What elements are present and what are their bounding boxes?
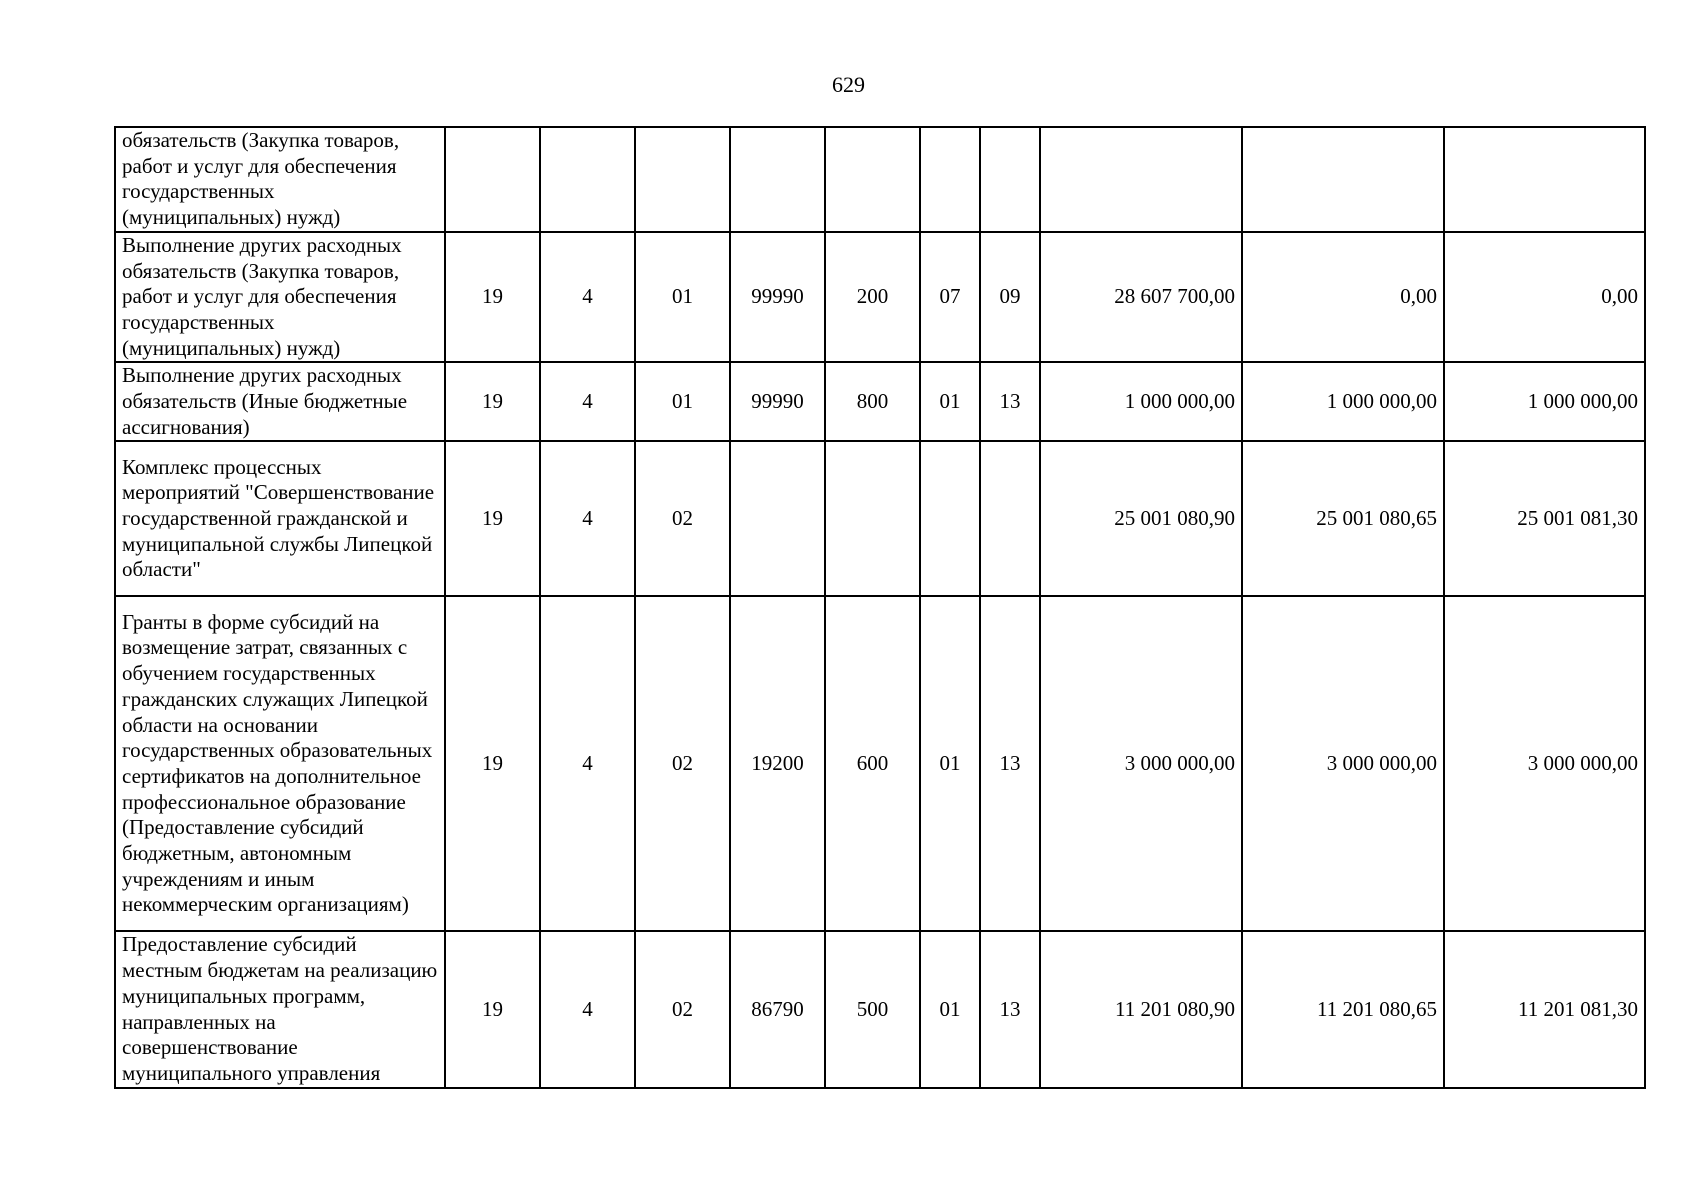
amount-year-3: 1 000 000,00 [1444, 362, 1645, 441]
subsection-code [980, 441, 1040, 596]
table-row [115, 362, 1645, 441]
program-code: 19 [445, 232, 540, 363]
subsection-code: 13 [980, 596, 1040, 931]
structural-element-code: 02 [635, 441, 730, 596]
program-code: 19 [445, 596, 540, 931]
amount-year-2: 25 001 080,65 [1242, 441, 1444, 596]
amount-year-2 [1242, 127, 1444, 232]
direction-code: 19200 [730, 596, 825, 931]
amount-year-2: 0,00 [1242, 232, 1444, 363]
amount-year-3: 0,00 [1444, 232, 1645, 363]
structural-element-code: 01 [635, 362, 730, 441]
section-code: 01 [920, 931, 980, 1087]
structural-element-code: 01 [635, 232, 730, 363]
direction-code [730, 127, 825, 232]
amount-year-1: 25 001 080,90 [1040, 441, 1242, 596]
program-code: 19 [445, 441, 540, 596]
direction-code: 99990 [730, 362, 825, 441]
amount-year-2: 1 000 000,00 [1242, 362, 1444, 441]
subprogram-type-code: 4 [540, 596, 635, 931]
program-code: 19 [445, 362, 540, 441]
subprogram-type-code: 4 [540, 362, 635, 441]
expense-type-code [825, 441, 920, 596]
expense-type-code: 800 [825, 362, 920, 441]
section-code [920, 127, 980, 232]
subprogram-type-code: 4 [540, 232, 635, 363]
amount-year-1: 11 201 080,90 [1040, 931, 1242, 1087]
amount-year-3: 25 001 081,30 [1444, 441, 1645, 596]
expense-name: Комплекс процессных мероприятий "Совершенствование государственной гражданской и муниципальной службы Липецкой области" [115, 441, 445, 596]
amount-year-1: 3 000 000,00 [1040, 596, 1242, 931]
subprogram-type-code [540, 127, 635, 232]
expense-type-code: 600 [825, 596, 920, 931]
table-row [115, 232, 1645, 363]
amount-year-3: 3 000 000,00 [1444, 596, 1645, 931]
section-code [920, 441, 980, 596]
expense-type-code: 500 [825, 931, 920, 1087]
expense-name: Выполнение других расходных обязательств (Иные бюджетные ассигнования) [115, 362, 445, 441]
program-code [445, 127, 540, 232]
subprogram-type-code: 4 [540, 931, 635, 1087]
amount-year-3 [1444, 127, 1645, 232]
section-code: 01 [920, 362, 980, 441]
structural-element-code [635, 127, 730, 232]
amount-year-2: 3 000 000,00 [1242, 596, 1444, 931]
subprogram-type-code: 4 [540, 441, 635, 596]
subsection-code: 09 [980, 232, 1040, 363]
expense-name: Предоставление субсидий местным бюджетам на реализацию муниципальных программ, направленных на совершенствование муниципального управления [115, 931, 445, 1087]
amount-year-3: 11 201 081,30 [1444, 931, 1645, 1087]
structural-element-code: 02 [635, 931, 730, 1087]
program-code: 19 [445, 931, 540, 1087]
amount-year-1: 1 000 000,00 [1040, 362, 1242, 441]
amount-year-1: 28 607 700,00 [1040, 232, 1242, 363]
section-code: 01 [920, 596, 980, 931]
direction-code [730, 441, 825, 596]
direction-code: 99990 [730, 232, 825, 363]
page-number: 629 [832, 72, 865, 97]
budget-table [114, 126, 1646, 1089]
expense-name: обязательств (Закупка товаров, работ и услуг для обеспечения государственных (муниципальных) нужд) [115, 127, 445, 232]
expense-name: Гранты в форме субсидий на возмещение затрат, связанных с обучением государственных гражданских служащих Липецкой области на основании государственных образовательных сертификатов на дополнительное профессиональное образование (Предоставление субсидий бюджетным, автономным учреждениям и иным некоммерческим организациям) [115, 596, 445, 931]
table-row [115, 931, 1645, 1087]
amount-year-1 [1040, 127, 1242, 232]
amount-year-2: 11 201 080,65 [1242, 931, 1444, 1087]
table-row [115, 441, 1645, 596]
direction-code: 86790 [730, 931, 825, 1087]
subsection-code: 13 [980, 931, 1040, 1087]
table-row [115, 127, 1645, 232]
expense-type-code: 200 [825, 232, 920, 363]
structural-element-code: 02 [635, 596, 730, 931]
subsection-code: 13 [980, 362, 1040, 441]
expense-name: Выполнение других расходных обязательств (Закупка товаров, работ и услуг для обеспечения государственных (муниципальных) нужд) [115, 232, 445, 363]
section-code: 07 [920, 232, 980, 363]
expense-type-code [825, 127, 920, 232]
subsection-code [980, 127, 1040, 232]
table-row [115, 596, 1645, 931]
